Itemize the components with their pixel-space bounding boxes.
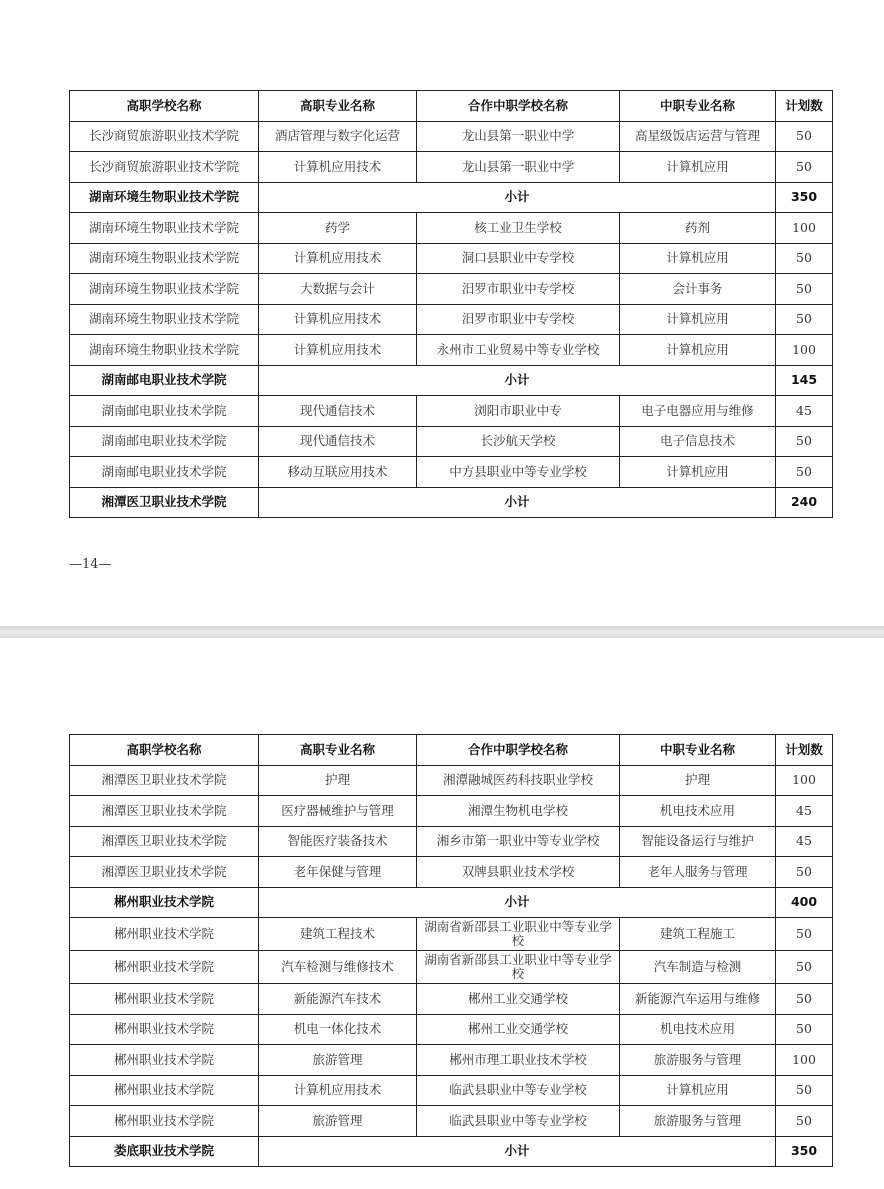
cell-college: 湖南邮电职业技术学院 <box>70 457 259 488</box>
cell-plan-count: 50 <box>776 304 833 335</box>
header-plan-count: 计划数 <box>776 735 833 766</box>
header-vocational-college: 高职学校名称 <box>70 735 259 766</box>
table-row <box>70 396 833 427</box>
cell-secondary-major: 机电技术应用 <box>620 796 776 827</box>
header-college-major: 高职专业名称 <box>259 91 417 122</box>
cell-college: 湖南邮电职业技术学院 <box>70 426 259 457</box>
cell-plan-count: 100 <box>776 1045 833 1076</box>
cell-college: 湖南环境生物职业技术学院 <box>70 274 259 305</box>
cell-college-major: 计算机应用技术 <box>259 304 417 335</box>
cell-secondary-major: 新能源汽车运用与维修 <box>620 984 776 1015</box>
table-row <box>70 796 833 827</box>
cell-partner-school: 中方县职业中等专业学校 <box>417 457 620 488</box>
cell-college: 郴州职业技术学院 <box>70 1075 259 1106</box>
cell-college-major: 老年保健与管理 <box>259 857 417 888</box>
subtotal-school: 娄底职业技术学院 <box>70 1136 259 1167</box>
table-header-row <box>70 735 833 766</box>
cell-plan-count: 50 <box>776 152 833 183</box>
cell-college: 郴州职业技术学院 <box>70 951 259 984</box>
table-row <box>70 857 833 888</box>
cell-partner-school: 临武县职业中等专业学校 <box>417 1075 620 1106</box>
cell-partner-school: 长沙航天学校 <box>417 426 620 457</box>
table-body <box>70 121 833 518</box>
cell-college: 郴州职业技术学院 <box>70 1045 259 1076</box>
table-row <box>70 426 833 457</box>
cell-secondary-major: 电子电器应用与维修 <box>620 396 776 427</box>
cell-secondary-major: 会计事务 <box>620 274 776 305</box>
table-row <box>70 335 833 366</box>
subtotal-school: 湖南邮电职业技术学院 <box>70 365 259 396</box>
table-row <box>70 1014 833 1045</box>
cell-plan-count: 50 <box>776 984 833 1015</box>
enrollment-plan-table-page-14 <box>69 90 833 518</box>
table-row <box>70 274 833 305</box>
header-partner-school: 合作中职学校名称 <box>417 735 620 766</box>
cell-partner-school: 湘潭融城医药科技职业学校 <box>417 765 620 796</box>
cell-partner-school: 汨罗市职业中专学校 <box>417 304 620 335</box>
cell-partner-school: 湖南省新邵县工业职业中等专业学校 <box>417 918 620 951</box>
cell-partner-school: 永州市工业贸易中等专业学校 <box>417 335 620 366</box>
cell-college: 郴州职业技术学院 <box>70 918 259 951</box>
cell-secondary-major: 建筑工程施工 <box>620 918 776 951</box>
table-row <box>70 918 833 951</box>
cell-college-major: 药学 <box>259 213 417 244</box>
cell-college: 湘潭医卫职业技术学院 <box>70 857 259 888</box>
document-page-15 <box>0 638 884 1189</box>
subtotal-row <box>70 1136 833 1167</box>
cell-college: 湘潭医卫职业技术学院 <box>70 796 259 827</box>
table-row <box>70 457 833 488</box>
header-vocational-college: 高职学校名称 <box>70 91 259 122</box>
cell-plan-count: 100 <box>776 335 833 366</box>
cell-college: 长沙商贸旅游职业技术学院 <box>70 121 259 152</box>
cell-secondary-major: 计算机应用 <box>620 152 776 183</box>
cell-plan-count: 50 <box>776 1075 833 1106</box>
cell-college: 湖南环境生物职业技术学院 <box>70 304 259 335</box>
cell-secondary-major: 高星级饭店运营与管理 <box>620 121 776 152</box>
cell-plan-count: 50 <box>776 1014 833 1045</box>
subtotal-label: 小计 <box>259 182 776 213</box>
cell-secondary-major: 老年人服务与管理 <box>620 857 776 888</box>
cell-secondary-major: 计算机应用 <box>620 457 776 488</box>
subtotal-school: 郴州职业技术学院 <box>70 887 259 918</box>
table-body <box>70 765 833 1167</box>
cell-college-major: 计算机应用技术 <box>259 1075 417 1106</box>
table-row <box>70 1106 833 1137</box>
cell-college-major: 旅游管理 <box>259 1045 417 1076</box>
cell-plan-count: 50 <box>776 951 833 984</box>
cell-partner-school: 郴州工业交通学校 <box>417 984 620 1015</box>
subtotal-count: 145 <box>776 365 833 396</box>
cell-college-major: 新能源汽车技术 <box>259 984 417 1015</box>
cell-plan-count: 50 <box>776 243 833 274</box>
cell-college-major: 计算机应用技术 <box>259 243 417 274</box>
cell-secondary-major: 计算机应用 <box>620 335 776 366</box>
subtotal-count: 350 <box>776 1136 833 1167</box>
cell-partner-school: 汨罗市职业中专学校 <box>417 274 620 305</box>
cell-plan-count: 50 <box>776 121 833 152</box>
cell-secondary-major: 电子信息技术 <box>620 426 776 457</box>
subtotal-row <box>70 487 833 518</box>
header-plan-count: 计划数 <box>776 91 833 122</box>
subtotal-count: 400 <box>776 887 833 918</box>
cell-college-major: 汽车检测与维修技术 <box>259 951 417 984</box>
cell-college-major: 智能医疗装备技术 <box>259 826 417 857</box>
table-row <box>70 213 833 244</box>
page-separator <box>0 626 884 638</box>
table-row <box>70 951 833 984</box>
cell-college-major: 旅游管理 <box>259 1106 417 1137</box>
cell-partner-school: 洞口县职业中专学校 <box>417 243 620 274</box>
table-row <box>70 984 833 1015</box>
table-row <box>70 243 833 274</box>
subtotal-row <box>70 365 833 396</box>
cell-secondary-major: 旅游服务与管理 <box>620 1106 776 1137</box>
cell-partner-school: 临武县职业中等专业学校 <box>417 1106 620 1137</box>
header-college-major: 高职专业名称 <box>259 735 417 766</box>
cell-secondary-major: 汽车制造与检测 <box>620 951 776 984</box>
subtotal-count: 240 <box>776 487 833 518</box>
table-row <box>70 1075 833 1106</box>
cell-plan-count: 50 <box>776 457 833 488</box>
cell-plan-count: 100 <box>776 213 833 244</box>
cell-plan-count: 100 <box>776 765 833 796</box>
cell-partner-school: 郴州市理工职业技术学校 <box>417 1045 620 1076</box>
cell-college: 湖南环境生物职业技术学院 <box>70 213 259 244</box>
cell-partner-school: 湘潭生物机电学校 <box>417 796 620 827</box>
cell-plan-count: 50 <box>776 1106 833 1137</box>
cell-secondary-major: 护理 <box>620 765 776 796</box>
table-row <box>70 121 833 152</box>
cell-plan-count: 50 <box>776 426 833 457</box>
cell-secondary-major: 旅游服务与管理 <box>620 1045 776 1076</box>
cell-college-major: 现代通信技术 <box>259 396 417 427</box>
cell-secondary-major: 机电技术应用 <box>620 1014 776 1045</box>
cell-college: 湘潭医卫职业技术学院 <box>70 826 259 857</box>
header-secondary-major: 中职专业名称 <box>620 735 776 766</box>
page-number: —14— <box>69 557 112 572</box>
cell-college-major: 酒店管理与数字化运营 <box>259 121 417 152</box>
cell-college-major: 建筑工程技术 <box>259 918 417 951</box>
cell-college-major: 机电一体化技术 <box>259 1014 417 1045</box>
subtotal-label: 小计 <box>259 1136 776 1167</box>
cell-plan-count: 50 <box>776 857 833 888</box>
subtotal-school: 湘潭医卫职业技术学院 <box>70 487 259 518</box>
cell-secondary-major: 智能设备运行与维护 <box>620 826 776 857</box>
cell-plan-count: 50 <box>776 918 833 951</box>
cell-secondary-major: 计算机应用 <box>620 243 776 274</box>
cell-partner-school: 龙山县第一职业中学 <box>417 152 620 183</box>
cell-plan-count: 45 <box>776 826 833 857</box>
subtotal-label: 小计 <box>259 887 776 918</box>
cell-partner-school: 郴州工业交通学校 <box>417 1014 620 1045</box>
table-row <box>70 152 833 183</box>
cell-college-major: 大数据与会计 <box>259 274 417 305</box>
cell-plan-count: 45 <box>776 396 833 427</box>
table-row <box>70 304 833 335</box>
cell-partner-school: 浏阳市职业中专 <box>417 396 620 427</box>
table-row <box>70 826 833 857</box>
cell-secondary-major: 药剂 <box>620 213 776 244</box>
subtotal-row <box>70 182 833 213</box>
subtotal-count: 350 <box>776 182 833 213</box>
subtotal-label: 小计 <box>259 487 776 518</box>
cell-college: 湖南环境生物职业技术学院 <box>70 335 259 366</box>
cell-college-major: 计算机应用技术 <box>259 152 417 183</box>
cell-secondary-major: 计算机应用 <box>620 1075 776 1106</box>
cell-plan-count: 45 <box>776 796 833 827</box>
subtotal-label: 小计 <box>259 365 776 396</box>
cell-partner-school: 核工业卫生学校 <box>417 213 620 244</box>
cell-college: 长沙商贸旅游职业技术学院 <box>70 152 259 183</box>
table-row <box>70 765 833 796</box>
header-partner-school: 合作中职学校名称 <box>417 91 620 122</box>
cell-college-major: 移动互联应用技术 <box>259 457 417 488</box>
cell-college-major: 计算机应用技术 <box>259 335 417 366</box>
cell-college-major: 护理 <box>259 765 417 796</box>
table-header-row <box>70 91 833 122</box>
cell-college-major: 现代通信技术 <box>259 426 417 457</box>
cell-college: 湖南邮电职业技术学院 <box>70 396 259 427</box>
cell-college: 郴州职业技术学院 <box>70 984 259 1015</box>
enrollment-plan-table-page-15 <box>69 734 833 1167</box>
header-secondary-major: 中职专业名称 <box>620 91 776 122</box>
cell-partner-school: 湘乡市第一职业中等专业学校 <box>417 826 620 857</box>
cell-college: 湖南环境生物职业技术学院 <box>70 243 259 274</box>
cell-college-major: 医疗器械维护与管理 <box>259 796 417 827</box>
cell-college: 郴州职业技术学院 <box>70 1014 259 1045</box>
cell-partner-school: 双牌县职业技术学校 <box>417 857 620 888</box>
cell-secondary-major: 计算机应用 <box>620 304 776 335</box>
cell-college: 郴州职业技术学院 <box>70 1106 259 1137</box>
table-row <box>70 1045 833 1076</box>
cell-plan-count: 50 <box>776 274 833 305</box>
cell-partner-school: 龙山县第一职业中学 <box>417 121 620 152</box>
subtotal-row <box>70 887 833 918</box>
subtotal-school: 湖南环境生物职业技术学院 <box>70 182 259 213</box>
cell-partner-school: 湖南省新邵县工业职业中等专业学校 <box>417 951 620 984</box>
cell-college: 湘潭医卫职业技术学院 <box>70 765 259 796</box>
